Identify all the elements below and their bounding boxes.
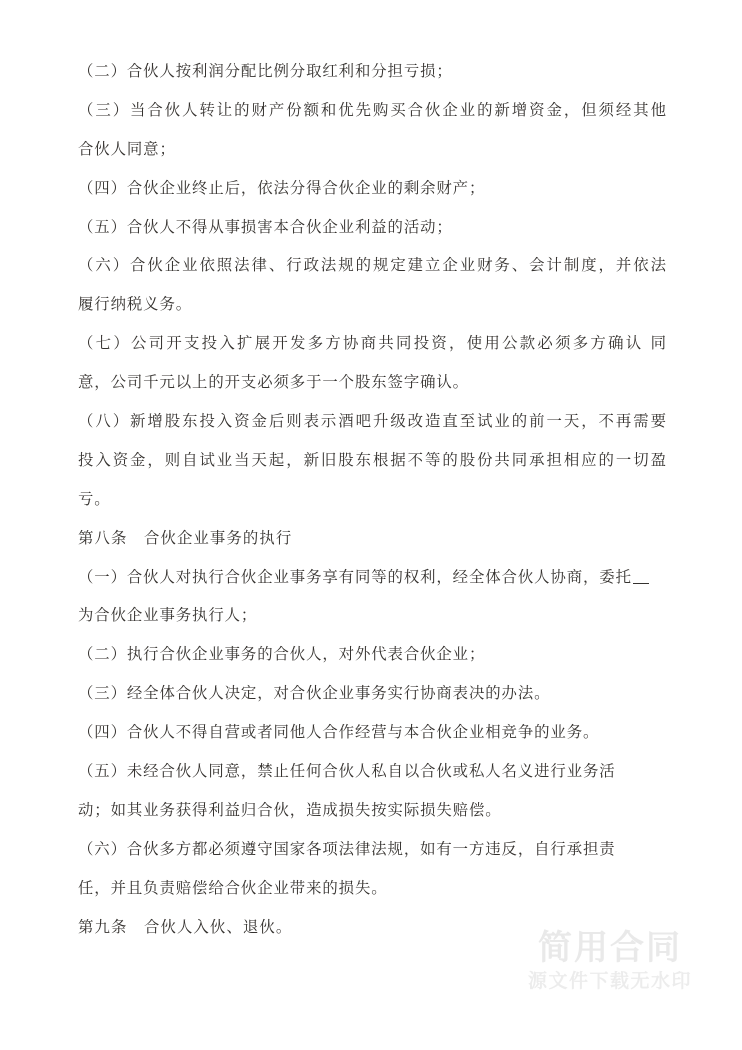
- article-heading: 第八条 合伙企业事务的执行: [78, 528, 293, 547]
- clause-line: 意，公司千元以上的开支必须多于一个股东签字确认。: [78, 373, 469, 392]
- clause-line: （四）合伙企业终止后，依法分得合伙企业的剩余财产；: [78, 178, 486, 197]
- clause-line: 合伙人同意；: [78, 139, 176, 158]
- clause-line: 为合伙企业事务执行人；: [78, 606, 258, 625]
- watermark: [503, 928, 717, 994]
- clause-line: 履行纳税义务。: [78, 295, 193, 314]
- article-heading: 第九条 合伙人入伙、退伙。: [78, 917, 293, 936]
- clause-line: （二）合伙人按利润分配比例分取红利和分担亏损；: [78, 62, 453, 80]
- clause-line: （三）经全体合伙人决定，对合伙企业事务实行协商表决的办法。: [78, 684, 551, 703]
- clause-line: 任，并且负责赔偿给合伙企业带来的损失。: [78, 878, 388, 897]
- clause-line: 亏。: [78, 489, 111, 508]
- clause-line: （三）当合伙人转让的财产份额和优先购买合伙企业的新增资金，但须经其他: [78, 100, 666, 119]
- clause-line: 动；如其业务获得利益归合伙，造成损失按实际损失赔偿。: [78, 800, 502, 819]
- clause-line: （七）公司开支投入扩展开发多方协商共同投资，使用公款必须多方确认 同: [78, 334, 666, 353]
- clause-line: （二）执行合伙企业事务的合伙人，对外代表合伙企业；: [78, 645, 486, 664]
- document-text-body: [78, 52, 666, 946]
- clause-line: 投入资金，则自试业当天起，新旧股东根据不等的股份共同承担相应的一切盈: [78, 450, 666, 469]
- clause-line: （五）未经合伙人同意，禁止任何合伙人私自以合伙或私人名义进行业务活: [78, 762, 616, 781]
- clause-line: [78, 558, 666, 597]
- watermark-main-text: 简用合同: [538, 928, 682, 968]
- clause-line: （六）合伙企业依照法律、行政法规的规定建立企业财务、会计制度，并依法: [78, 256, 666, 275]
- clause-line: （五）合伙人不得从事损害本合伙企业利益的活动；: [78, 217, 453, 236]
- clause-line-text: （一）合伙人对执行合伙企业事务享有同等的权利，经全体合伙人协商，委托: [78, 567, 632, 586]
- clause-line: （四）合伙人不得自营或者同他人合作经营与本合伙企业相竞争的业务。: [78, 723, 600, 742]
- fill-in-blank[interactable]: [633, 583, 649, 584]
- clause-line: （六）合伙多方都必须遵守国家各项法律法规，如有一方违反，自行承担责: [78, 839, 616, 858]
- clause-line: （八）新增股东投入资金后则表示酒吧升级改造直至试业的前一天，不再需要: [78, 412, 666, 431]
- watermark-sub-text: 源文件下载无水印: [527, 970, 692, 992]
